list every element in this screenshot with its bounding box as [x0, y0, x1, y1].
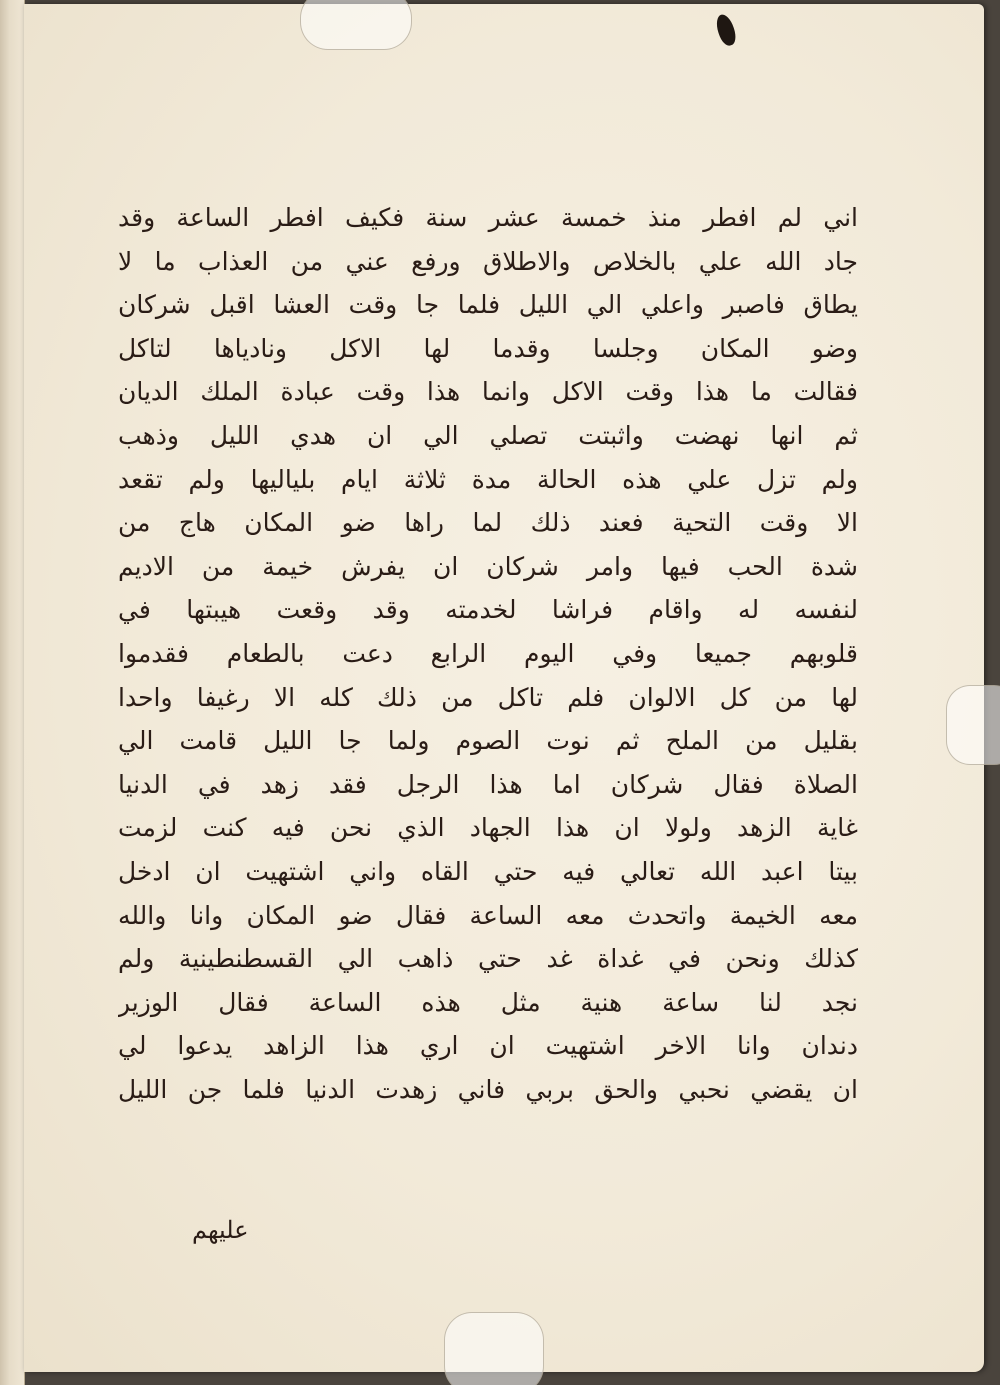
text-line: نجد لنا ساعة هنية مثل هذه الساعة فقال الوزير	[118, 987, 858, 1017]
text-line: بقليل من الملح ثم نوت الصوم ولما جا الليل قامت الي	[118, 726, 858, 756]
text-line: يطاق فاصبر واعلي الي الليل فلما جا وقت العشا اقبل شركان	[118, 290, 858, 320]
text-line: ولم تزل علي هذه الحالة مدة ثلاثة ايام بلياليها ولم تقعد	[118, 464, 858, 494]
text-line: وضو المكان وجلسا وقدما لها الاكل ونادياها لتاكل	[118, 333, 858, 363]
bottom-clip	[444, 1312, 544, 1385]
top-clip	[300, 0, 412, 50]
text-line: ثم انها نهضت واثبتت تصلي الي ان هدي الليل وذهب	[118, 420, 858, 450]
ink-blot	[713, 12, 738, 47]
text-line: معه الخيمة واتحدث معه الساعة فقال ضو المكان وانا والله	[118, 900, 858, 930]
text-line: قلوبهم جميعا وفي اليوم الرابع دعت بالطعام فقدموا	[118, 638, 858, 668]
facing-page-edge	[0, 0, 25, 1385]
text-line: بيتا اعبد الله تعالي فيه حتي القاه واني اشتهيت ان ادخل	[118, 856, 858, 886]
text-line: غاية الزهد ولولا ان هذا الجهاد الذي نحن فيه كنت لزمت	[118, 813, 858, 843]
text-line: الا وقت التحية فعند ذلك لما راها ضو المكان هاج من	[118, 508, 858, 538]
text-line: الصلاة فقال شركان اما هذا الرجل فقد زهد في الدنيا	[118, 769, 858, 799]
text-line: دندان وانا الاخر اشتهيت ان اري هذا الزاهد يدعوا لي	[118, 1031, 858, 1061]
text-line: لها من كل الالوان فلم تاكل من ذلك كله الا رغيفا واحدا	[118, 682, 858, 712]
text-line: اني لم افطر منذ خمسة عشر سنة فكيف افطر الساعة وقد	[118, 203, 858, 232]
text-line: كذلك ونحن في غداة غد حتي ذاهب الي القسطنطينية ولم	[118, 944, 858, 974]
text-line: لنفسه له واقام فراشا لخدمته وقد وقعت هيبتها في	[118, 595, 858, 625]
text-line: فقالت ما هذا وقت الاكل وانما هذا وقت عبادة الملك الديان	[118, 377, 858, 407]
text-line: شدة الحب فيها وامر شركان ان يفرش خيمة من الاديم	[118, 551, 858, 581]
text-line: جاد الله علي بالخلاص والاطلاق ورفع عني من العذاب ما لا	[118, 246, 858, 276]
text-line: ان يقضي نحبي والحق بربي فاني زهدت الدنيا فلما جن الليل	[118, 1074, 858, 1104]
right-clip	[946, 685, 1000, 765]
catchword: عليهم	[192, 1216, 249, 1244]
text-block	[118, 196, 858, 1111]
